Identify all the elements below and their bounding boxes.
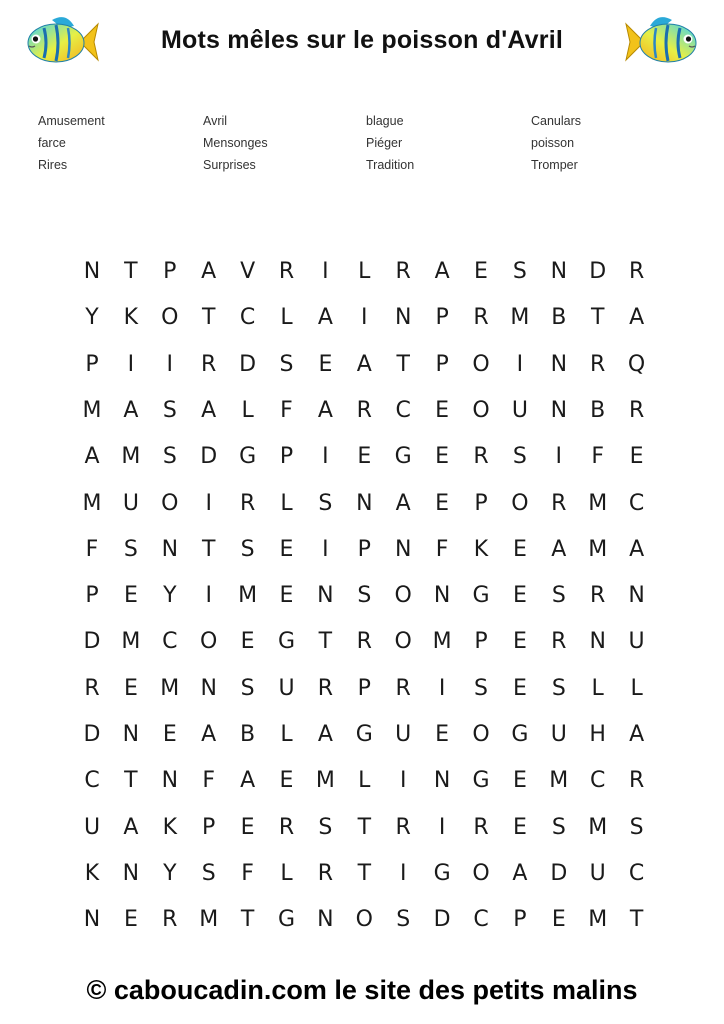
- grid-letter[interactable]: U: [550, 722, 567, 747]
- grid-letter[interactable]: I: [322, 444, 329, 470]
- grid-letter[interactable]: E: [512, 768, 527, 794]
- grid-letter[interactable]: M: [82, 490, 102, 516]
- grid-letter[interactable]: L: [280, 722, 293, 747]
- grid-letter[interactable]: I: [205, 583, 212, 609]
- grid-letter[interactable]: S: [512, 444, 527, 470]
- grid-letter[interactable]: M: [588, 490, 608, 516]
- grid-letter[interactable]: D: [83, 722, 101, 747]
- grid-letter[interactable]: I: [516, 351, 524, 377]
- grid-letter[interactable]: C: [395, 397, 411, 423]
- grid-letter[interactable]: S: [357, 583, 372, 609]
- grid-letter[interactable]: R: [239, 490, 256, 516]
- grid-letter[interactable]: E: [162, 722, 177, 747]
- word-list-item: poisson: [531, 136, 575, 150]
- grid-letter[interactable]: U: [83, 814, 101, 840]
- grid-letter[interactable]: L: [591, 675, 604, 701]
- grid-letter[interactable]: F: [591, 444, 605, 470]
- grid-letter[interactable]: E: [123, 907, 138, 933]
- grid-letter[interactable]: F: [241, 860, 254, 886]
- grid-letter[interactable]: A: [240, 768, 256, 794]
- grid-letter[interactable]: A: [629, 536, 645, 562]
- grid-letter[interactable]: A: [434, 259, 450, 284]
- grid-letter[interactable]: O: [394, 629, 412, 655]
- grid-letter[interactable]: S: [279, 351, 294, 377]
- grid-letter[interactable]: E: [512, 814, 527, 840]
- grid-letter[interactable]: N: [394, 305, 412, 331]
- grid-letter[interactable]: R: [356, 629, 372, 655]
- header: [0, 0, 724, 90]
- grid-letter[interactable]: F: [85, 536, 99, 562]
- grid-letter[interactable]: C: [628, 490, 645, 516]
- grid-letter[interactable]: F: [202, 768, 216, 794]
- grid-letter[interactable]: A: [629, 722, 645, 747]
- word-list-item: farce: [38, 136, 66, 150]
- grid-letter[interactable]: N: [550, 351, 568, 377]
- grid-letter[interactable]: E: [357, 444, 372, 470]
- page-title: Mots mêles sur le poisson d'Avril: [161, 26, 563, 54]
- grid-letter[interactable]: N: [83, 907, 101, 933]
- grid-letter[interactable]: M: [432, 629, 452, 655]
- grid-letter[interactable]: R: [628, 259, 645, 284]
- grid-letter[interactable]: T: [318, 629, 333, 655]
- grid-letter[interactable]: N: [628, 583, 645, 609]
- grid-letter[interactable]: S: [629, 814, 644, 840]
- grid-letter[interactable]: S: [318, 814, 333, 840]
- grid-letter[interactable]: E: [435, 397, 450, 423]
- grid-letter[interactable]: N: [122, 860, 140, 886]
- grid-letter[interactable]: C: [590, 768, 606, 794]
- grid-letter[interactable]: M: [82, 397, 102, 423]
- grid-letter[interactable]: U: [395, 722, 412, 747]
- grid-letter[interactable]: P: [357, 536, 371, 562]
- grid-letter[interactable]: G: [355, 722, 373, 747]
- grid-letter[interactable]: P: [357, 675, 371, 701]
- grid-letter[interactable]: K: [123, 305, 139, 331]
- grid-letter[interactable]: T: [396, 351, 410, 377]
- grid-letter[interactable]: D: [200, 444, 218, 470]
- grid-letter[interactable]: P: [85, 583, 99, 609]
- grid-letter[interactable]: R: [473, 305, 489, 331]
- grid-letter[interactable]: A: [317, 305, 333, 331]
- grid-letter[interactable]: M: [588, 536, 608, 562]
- grid-letter[interactable]: D: [239, 351, 257, 377]
- grid-letter[interactable]: B: [551, 305, 567, 331]
- grid-letter[interactable]: T: [357, 814, 372, 840]
- grid-letter[interactable]: L: [241, 397, 254, 423]
- word-list-item: Avril: [203, 114, 228, 128]
- grid-letter[interactable]: A: [512, 860, 528, 886]
- grid-letter[interactable]: M: [121, 444, 141, 470]
- grid-letter[interactable]: N: [317, 583, 334, 609]
- grid-letter[interactable]: E: [279, 583, 294, 609]
- grid-letter[interactable]: R: [551, 629, 567, 655]
- grid-letter[interactable]: N: [161, 768, 179, 794]
- grid-letter[interactable]: G: [277, 907, 296, 933]
- grid-letter[interactable]: T: [357, 860, 372, 886]
- grid-letter[interactable]: S: [123, 536, 138, 562]
- grid-letter[interactable]: D: [83, 629, 101, 655]
- grid-letter[interactable]: A: [84, 444, 100, 470]
- word-list-item: Canulars: [531, 114, 582, 128]
- grid-letter[interactable]: R: [356, 397, 372, 423]
- grid-letter[interactable]: O: [472, 397, 490, 423]
- grid-letter[interactable]: P: [202, 814, 216, 840]
- grid-letter[interactable]: G: [472, 583, 490, 609]
- grid-letter[interactable]: L: [280, 490, 293, 516]
- grid-letter[interactable]: M: [510, 305, 530, 331]
- word-list-item: Rires: [38, 158, 68, 172]
- grid-letter[interactable]: L: [358, 768, 371, 794]
- grid-letter[interactable]: M: [238, 583, 258, 609]
- grid-letter[interactable]: T: [201, 305, 216, 331]
- grid-letter[interactable]: A: [123, 814, 139, 840]
- grid-letter[interactable]: O: [472, 860, 490, 886]
- grid-letter[interactable]: E: [512, 629, 527, 655]
- grid-letter[interactable]: A: [629, 305, 645, 331]
- grid-letter[interactable]: N: [161, 536, 179, 562]
- grid-letter[interactable]: S: [512, 259, 527, 284]
- grid-letter[interactable]: E: [435, 444, 450, 470]
- grid-letter[interactable]: R: [201, 351, 217, 377]
- grid-letter[interactable]: B: [240, 722, 256, 747]
- grid-letter[interactable]: I: [399, 860, 407, 886]
- grid-letter[interactable]: Q: [627, 351, 646, 377]
- grid-letter[interactable]: R: [473, 444, 489, 470]
- grid-letter[interactable]: O: [511, 490, 529, 516]
- grid-letter[interactable]: M: [315, 768, 335, 794]
- grid-letter[interactable]: T: [124, 259, 138, 284]
- grid-letter[interactable]: A: [201, 259, 217, 284]
- grid-letter[interactable]: S: [162, 444, 177, 470]
- grid-letter[interactable]: S: [162, 397, 177, 423]
- grid-letter[interactable]: L: [358, 259, 371, 284]
- grid-letter[interactable]: N: [200, 675, 217, 701]
- grid-letter[interactable]: E: [240, 629, 255, 655]
- grid-letter[interactable]: E: [512, 583, 527, 609]
- grid-letter[interactable]: H: [589, 722, 606, 747]
- grid-letter[interactable]: N: [550, 259, 568, 284]
- grid-letter[interactable]: T: [240, 907, 255, 933]
- grid-letter[interactable]: E: [123, 583, 138, 609]
- grid-letter[interactable]: L: [630, 675, 643, 701]
- grid-letter[interactable]: P: [435, 351, 449, 377]
- grid-letter[interactable]: E: [512, 536, 527, 562]
- grid-letter[interactable]: E: [240, 814, 255, 840]
- grid-letter[interactable]: K: [84, 860, 100, 886]
- grid-letter[interactable]: E: [279, 536, 294, 562]
- word-list-item: Surprises: [203, 158, 256, 172]
- grid-letter[interactable]: E: [551, 907, 566, 933]
- grid-letter[interactable]: U: [278, 675, 295, 701]
- grid-letter[interactable]: I: [438, 814, 446, 840]
- grid-letter[interactable]: U: [122, 490, 139, 516]
- grid-letter[interactable]: O: [161, 490, 179, 516]
- word-list-item: Amusement: [38, 114, 105, 128]
- grid-letter[interactable]: N: [122, 722, 140, 747]
- grid-letter[interactable]: S: [396, 907, 411, 933]
- grid-letter[interactable]: P: [279, 444, 294, 470]
- grid-letter[interactable]: E: [512, 675, 527, 701]
- grid-letter[interactable]: N: [433, 583, 451, 609]
- grid-letter[interactable]: R: [317, 860, 334, 886]
- grid-letter[interactable]: M: [199, 907, 219, 933]
- grid-letter[interactable]: U: [589, 860, 606, 886]
- grid-letter[interactable]: E: [474, 259, 488, 284]
- grid-letter[interactable]: I: [127, 351, 135, 377]
- grid-letter[interactable]: G: [277, 629, 296, 655]
- grid-letter[interactable]: L: [280, 305, 293, 331]
- grid-letter[interactable]: D: [589, 259, 607, 284]
- grid-letter[interactable]: P: [474, 629, 488, 655]
- grid-letter[interactable]: R: [278, 814, 295, 840]
- grid-letter[interactable]: O: [200, 629, 218, 655]
- grid-letter[interactable]: C: [84, 768, 100, 794]
- grid-letter[interactable]: A: [123, 397, 139, 423]
- grid-letter[interactable]: R: [395, 814, 411, 840]
- grid-letter[interactable]: Y: [163, 860, 177, 886]
- grid-letter[interactable]: A: [201, 397, 217, 423]
- word-list-item: Mensonges: [203, 136, 268, 150]
- grid-letter[interactable]: G: [472, 768, 490, 794]
- grid-letter[interactable]: I: [361, 305, 368, 331]
- grid-letter[interactable]: S: [318, 490, 333, 516]
- grid-letter[interactable]: B: [590, 397, 606, 423]
- grid-letter[interactable]: P: [435, 305, 449, 331]
- grid-letter[interactable]: O: [394, 583, 412, 609]
- grid-letter[interactable]: F: [280, 397, 293, 423]
- word-list-item: blague: [366, 114, 404, 128]
- grid-letter[interactable]: F: [435, 536, 449, 562]
- grid-letter[interactable]: U: [628, 629, 645, 655]
- grid-letter[interactable]: M: [549, 768, 569, 794]
- word-list: [0, 114, 724, 184]
- grid-letter[interactable]: C: [628, 860, 645, 886]
- grid-letter[interactable]: G: [433, 860, 451, 886]
- grid-letter[interactable]: N: [550, 397, 568, 423]
- grid-letter[interactable]: I: [438, 675, 446, 701]
- grid-letter[interactable]: I: [322, 259, 329, 284]
- grid-letter[interactable]: R: [395, 675, 411, 701]
- grid-letter[interactable]: G: [511, 722, 529, 747]
- grid-letter[interactable]: E: [318, 351, 333, 377]
- grid-letter[interactable]: O: [472, 351, 490, 377]
- letter-grid: [0, 240, 724, 940]
- word-list-item: Tromper: [531, 158, 578, 172]
- grid-letter[interactable]: I: [205, 490, 212, 516]
- grid-letter[interactable]: C: [473, 907, 489, 933]
- grid-letter[interactable]: I: [555, 444, 563, 470]
- grid-letter[interactable]: I: [399, 768, 407, 794]
- grid-letter[interactable]: T: [201, 536, 216, 562]
- grid-letter[interactable]: I: [322, 536, 329, 562]
- grid-letter[interactable]: M: [121, 629, 141, 655]
- grid-letter[interactable]: N: [83, 259, 101, 284]
- word-list-item: Piéger: [366, 136, 403, 150]
- word-list-item: Tradition: [366, 158, 415, 172]
- grid-letter[interactable]: T: [629, 907, 644, 933]
- grid-letter[interactable]: A: [356, 351, 372, 377]
- grid-letter[interactable]: U: [511, 397, 528, 423]
- grid-letter[interactable]: I: [166, 351, 174, 377]
- grid-letter[interactable]: S: [240, 675, 255, 701]
- grid-letter[interactable]: P: [513, 907, 527, 933]
- grid-letter[interactable]: G: [239, 444, 257, 470]
- grid-letter[interactable]: E: [629, 444, 644, 470]
- grid-letter[interactable]: R: [162, 907, 178, 933]
- grid-letter[interactable]: P: [163, 259, 177, 284]
- grid-letter[interactable]: R: [317, 675, 334, 701]
- grid-letter[interactable]: O: [472, 722, 490, 747]
- grid-letter[interactable]: D: [433, 907, 451, 933]
- grid-letter[interactable]: A: [317, 722, 333, 747]
- grid-letter[interactable]: A: [317, 397, 333, 423]
- grid-letter[interactable]: M: [588, 814, 608, 840]
- grid-letter[interactable]: A: [201, 722, 217, 747]
- grid-letter[interactable]: S: [201, 860, 216, 886]
- grid-letter[interactable]: M: [160, 675, 180, 701]
- grid-letter[interactable]: S: [551, 583, 566, 609]
- grid-letter[interactable]: P: [474, 490, 488, 516]
- grid-letter[interactable]: R: [628, 397, 645, 423]
- footer-copyright: © caboucadin.com le site des petits malins: [86, 975, 638, 1005]
- grid-letter[interactable]: V: [240, 259, 256, 284]
- grid-letter[interactable]: A: [551, 536, 567, 562]
- grid-letter[interactable]: T: [124, 768, 138, 794]
- grid-letter[interactable]: T: [590, 305, 605, 331]
- grid-letter[interactable]: N: [589, 629, 606, 655]
- grid-letter[interactable]: L: [280, 860, 293, 886]
- grid-letter[interactable]: Y: [163, 583, 177, 609]
- grid-letter[interactable]: S: [240, 536, 255, 562]
- grid-letter[interactable]: Y: [85, 305, 99, 331]
- grid-letter[interactable]: R: [473, 814, 489, 840]
- grid-letter[interactable]: N: [394, 536, 412, 562]
- grid-letter[interactable]: N: [433, 768, 451, 794]
- grid-letter[interactable]: K: [162, 814, 178, 840]
- grid-letter[interactable]: N: [317, 907, 334, 933]
- grid-letter[interactable]: R: [84, 675, 100, 701]
- grid-letter[interactable]: A: [395, 490, 411, 516]
- grid-letter[interactable]: C: [162, 629, 178, 655]
- grid-letter[interactable]: R: [628, 768, 645, 794]
- grid-letter[interactable]: K: [473, 536, 489, 562]
- grid-letter[interactable]: R: [278, 259, 295, 284]
- grid-letter[interactable]: S: [474, 675, 488, 701]
- grid-letter[interactable]: E: [123, 675, 138, 701]
- grid-letter[interactable]: M: [588, 907, 608, 933]
- grid-letter[interactable]: E: [279, 768, 294, 794]
- grid-letter[interactable]: R: [590, 583, 606, 609]
- grid-letter[interactable]: R: [395, 259, 411, 284]
- grid-letter[interactable]: E: [435, 722, 450, 747]
- grid-letter[interactable]: S: [551, 814, 566, 840]
- grid-letter[interactable]: R: [551, 490, 567, 516]
- grid-letter[interactable]: S: [551, 675, 566, 701]
- grid-letter[interactable]: O: [355, 907, 373, 933]
- grid-letter[interactable]: O: [161, 305, 179, 331]
- grid-letter[interactable]: C: [239, 305, 256, 331]
- grid-letter[interactable]: D: [550, 860, 568, 886]
- grid-letter[interactable]: R: [590, 351, 606, 377]
- grid-letter[interactable]: E: [435, 490, 450, 516]
- grid-letter[interactable]: G: [394, 444, 412, 470]
- grid-letter[interactable]: P: [85, 351, 99, 377]
- grid-letter[interactable]: N: [356, 490, 373, 516]
